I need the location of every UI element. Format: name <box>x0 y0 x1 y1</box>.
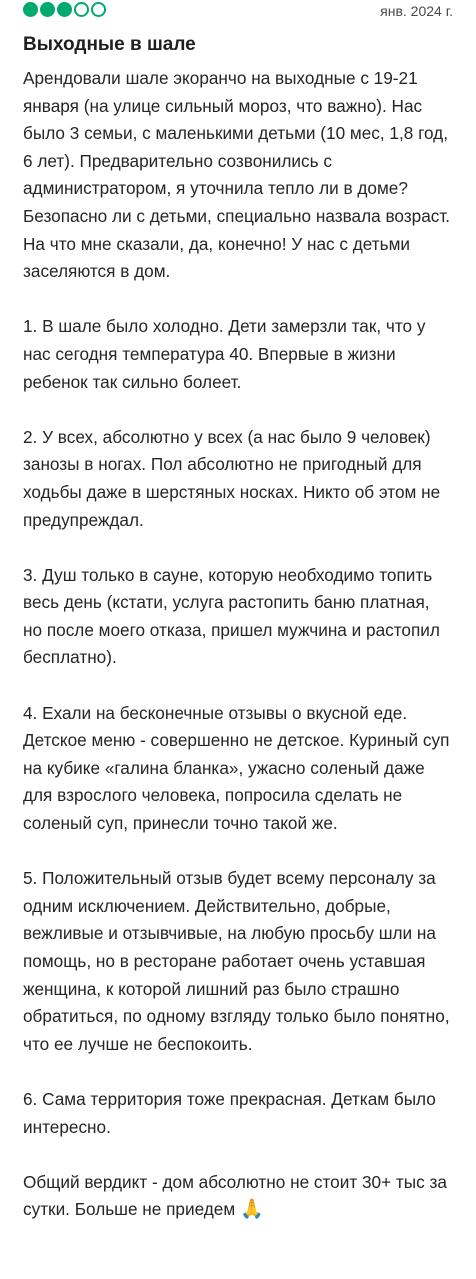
review-date: янв. 2024 г. <box>380 3 453 19</box>
rating-bubble-empty-icon <box>74 2 89 17</box>
review-paragraph: Арендовали шале экоранчо на выходные с 19-21 января (на улице сильный мороз, что важно). Нас было 3 семьи, с маленькими детьми (10 мес, 1,8 год, 6 лет). Предварительно созвонились с администратором, я уточнила тепло ли в доме? Безопасно ли с детьми, специально назвала возраст. На что мне сказали, да, конечно! У нас с детьми заселяются в дом. <box>23 68 451 282</box>
review-paragraph: 6. Сама территория тоже прекрасная. Деткам было интересно. <box>23 1088 436 1137</box>
review-body <box>23 65 453 1224</box>
review-paragraph: 3. Душ только в сауне, которую необходимо топить весь день (кстати, услуга растопить баню платная, но после моего отказа, пришел мужчина и растопил бесплатно). <box>23 564 440 668</box>
review-paragraph: 2. У всех, абсолютно у всех (а нас было 9 человек) занозы в ногах. Пол абсолютно не пригодный для ходьбы даже в шерстяных носках. Никто об этом не предупреждал. <box>23 426 441 530</box>
review-final-text: Общий вердикт - дом абсолютно не стоит 30+ тыс за сутки. Больше не приедем <box>23 1171 447 1220</box>
rating-bubble-filled-icon <box>23 2 38 17</box>
review-paragraph: 1. В шале было холодно. Дети замерзли так, что у нас сегодня температура 40. Впервые в жизни ребенок так сильно болеет. <box>23 316 426 392</box>
review-paragraph: 5. Положительный отзыв будет всему персоналу за одним исключением. Действительно, добрые, вежливые и отзывчивые, на любую просьбу шли на помощь, но в ресторане работает очень уставшая женщина, к которой лишний раз было страшно обратиться, по одному взгляду только было понятно, что ее лучше не беспокоить. <box>23 868 450 1054</box>
rating-bubble-filled-icon <box>40 2 55 17</box>
review-header <box>23 0 453 24</box>
review-card <box>23 0 453 1224</box>
rating-bubble-filled-icon <box>57 2 72 17</box>
bubble-rating <box>23 2 106 17</box>
rating-bubble-empty-icon <box>91 2 106 17</box>
review-title: Выходные в шале <box>23 34 196 55</box>
review-paragraph: 4. Ехали на бесконечные отзывы о вкусной еде. Детское меню - совершенно не детское. Куриный суп на кубике «галина бланка», ужасно соленый даже для взрослого человека, попросила сделать не соленый суп, принесли точно такой же. <box>23 702 450 834</box>
folded-hands-icon: 🙏 <box>239 1199 264 1221</box>
review-final-paragraph <box>23 1169 453 1224</box>
